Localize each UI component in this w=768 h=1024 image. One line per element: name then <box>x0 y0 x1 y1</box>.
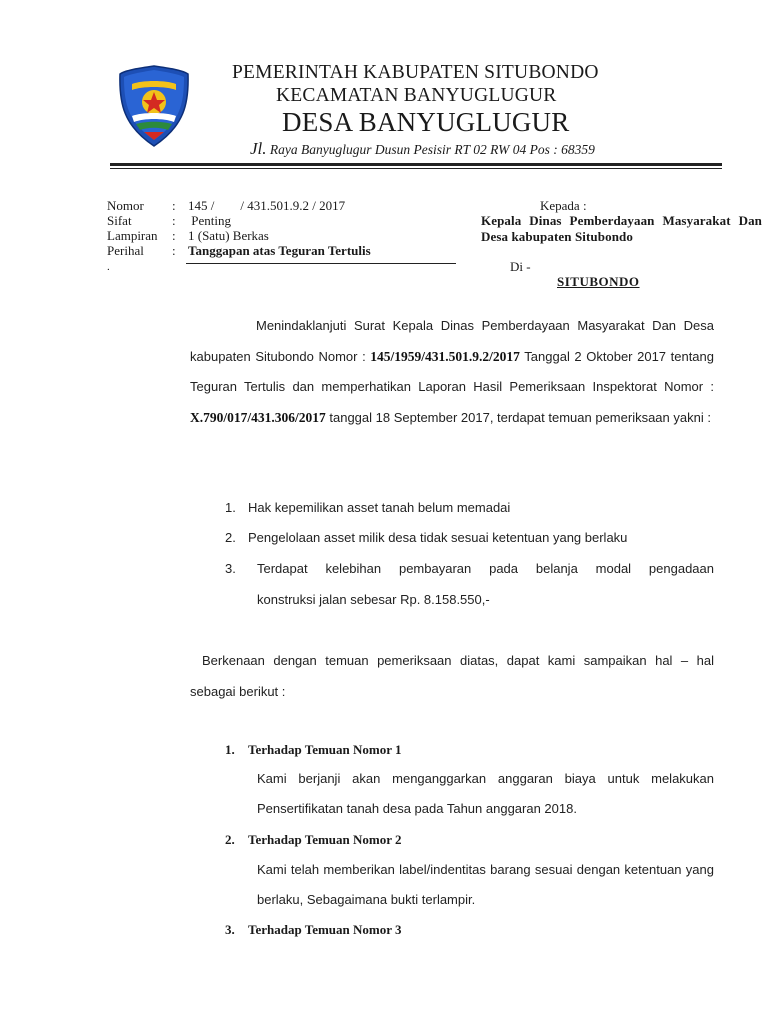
intro-letter-number: 145/1959/431.501.9.2/2017 <box>370 348 520 364</box>
finding-text: Hak kepemilikan asset tanah belum memadai <box>248 500 511 515</box>
response-intro-text: Berkenaan dengan temuan pemeriksaan diatas, dapat kami sampaikan hal – hal sebagai berikut : <box>190 653 714 699</box>
intro-text-2: Tanggal 2 Oktober 2017 tentang Teguran Tertulis dan memperhatikan Laporan Hasil Pemeriksaan Inspektorat Nomor : <box>190 348 714 394</box>
perihal-colon: : <box>172 243 176 258</box>
nomor-label: Nomor <box>107 198 144 213</box>
address-text: Raya Banyuglugur Dusun Pesisir RT 02 RW 04 Pos : 68359 <box>266 142 595 157</box>
perihal-underline <box>186 263 456 264</box>
kop-government-line: PEMERINTAH KABUPATEN SITUBONDO <box>232 62 599 83</box>
finding-text: Terdapat kelebihan pembayaran pada belanja modal pengadaan <box>257 561 714 576</box>
finding-number: 1. <box>225 500 236 515</box>
sifat-colon: : <box>172 213 176 228</box>
recipient-city: SITUBONDO <box>557 274 640 289</box>
finding-text: Pengelolaan asset milik desa tidak sesuai ketentuan yang berlaku <box>248 530 628 545</box>
finding-number: 3. <box>225 561 236 576</box>
intro-paragraph <box>190 311 714 433</box>
lampiran-colon: : <box>172 228 176 243</box>
finding-text-continued: konstruksi jalan sebesar Rp. 8.158.550,- <box>257 592 490 607</box>
regency-emblem-logo <box>118 64 190 148</box>
response-intro-paragraph <box>190 646 714 707</box>
kop-district-line: KECAMATAN BANYUGLUGUR <box>276 85 557 106</box>
response-number: 2. <box>225 832 235 847</box>
response-title: Terhadap Temuan Nomor 2 <box>248 832 402 847</box>
nomor-value: 145 / / 431.501.9.2 / 2017 <box>188 198 346 213</box>
lampiran-value: 1 (Satu) Berkas <box>188 228 269 243</box>
letterhead-thick-rule <box>110 163 722 166</box>
letterhead-thin-rule <box>110 168 722 169</box>
response-number: 1. <box>225 742 235 757</box>
address-prefix: Jl. <box>250 139 267 158</box>
recipient-di: Di - <box>510 259 531 274</box>
intro-text-3: tanggal 18 September 2017, terdapat temuan pemeriksaan yakni : <box>325 409 711 425</box>
sifat-value: Penting <box>188 213 231 228</box>
response-title: Terhadap Temuan Nomor 1 <box>248 742 402 757</box>
sifat-label: Sifat <box>107 213 132 228</box>
stray-dot: . <box>107 261 110 273</box>
perihal-label: Perihal <box>107 243 144 258</box>
kop-address <box>250 139 595 159</box>
response-title: Terhadap Temuan Nomor 3 <box>248 922 402 937</box>
kepada-label: Kepada : <box>540 198 587 213</box>
recipient-name: Kepala Dinas Pemberdayaan Masyarakat Dan Desa kabupaten Situbondo <box>481 213 762 244</box>
lampiran-label: Lampiran <box>107 228 158 243</box>
finding-number: 2. <box>225 530 236 545</box>
response-number: 3. <box>225 922 235 937</box>
response-body: Kami berjanji akan menganggarkan anggaran biaya untuk melakukan Pensertifikatan tanah desa pada Tahun anggaran 2018. <box>257 771 714 816</box>
nomor-colon: : <box>172 198 176 213</box>
intro-inspectorate-number: X.790/017/431.306/2017 <box>190 409 326 425</box>
perihal-value: Tanggapan atas Teguran Tertulis <box>188 243 371 258</box>
kop-village-title: DESA BANYUGLUGUR <box>282 107 570 137</box>
response-body: Kami telah memberikan label/indentitas barang sesuai dengan ketentuan yang berlaku, Sebagaimana bukti terlampir. <box>257 862 714 907</box>
intro-text-1: Menindaklanjuti Surat Kepala Dinas Pemberdayaan Masyarakat Dan Desa kabupaten Situbondo Nomor : <box>190 318 714 364</box>
